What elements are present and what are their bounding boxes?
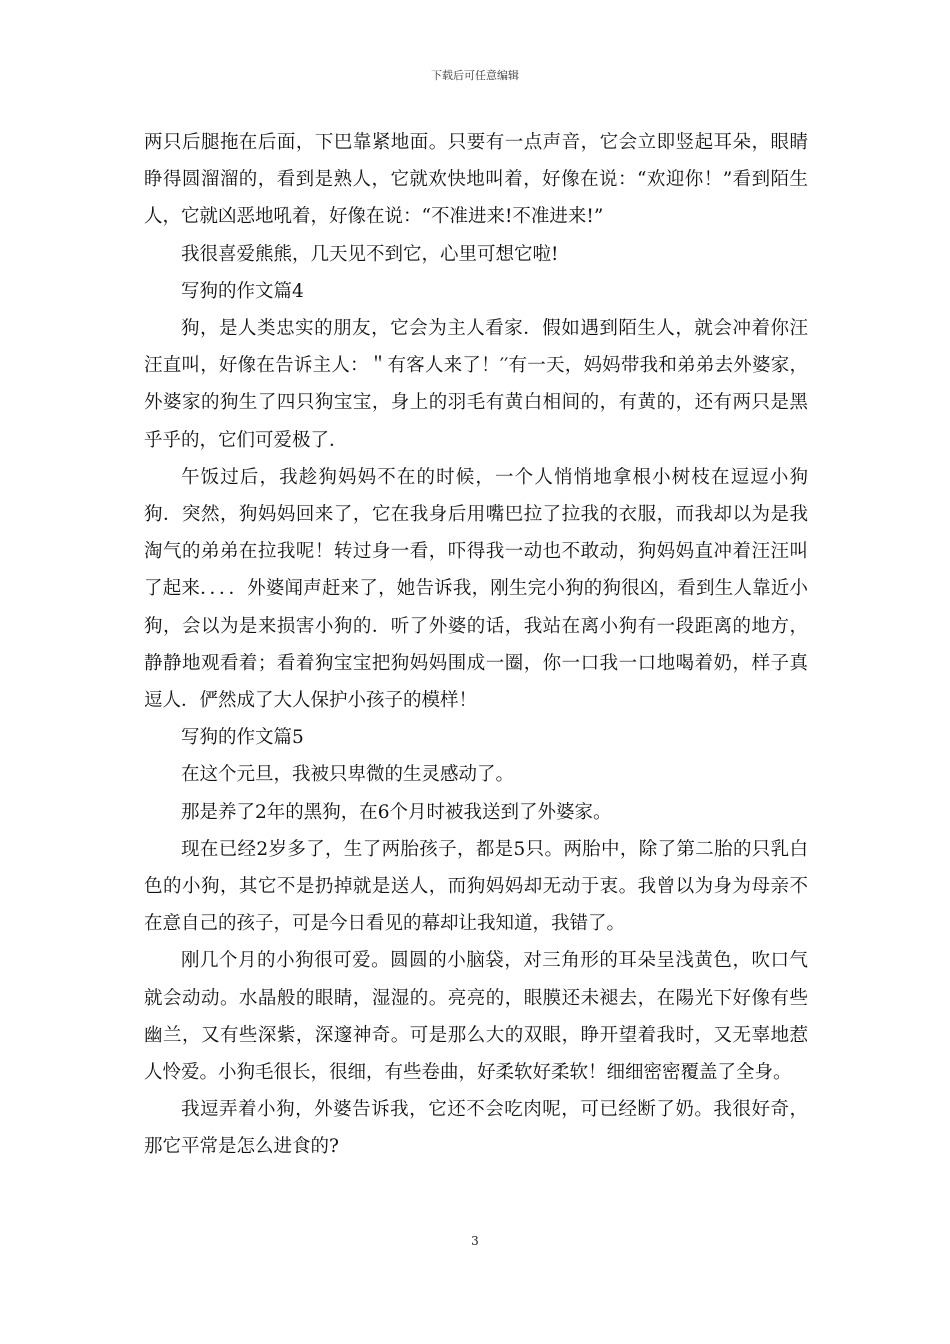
- paragraph: 狗，是人类忠实的朋友，它会为主人看家．假如遇到陌生人，就会冲着你汪汪直叫，好像在告诉主人：＂有客人来了！′′有一天，妈妈带我和弟弟去外婆家，外婆家的狗生了四只狗宝宝，身上的羽毛有黄白相间的，有黄的，还有两只是黑乎乎的，它们可爱极了．: [144, 318, 808, 451]
- page-header: 下载后可任意编辑: [431, 69, 519, 82]
- paragraph: 午饭过后，我趁狗妈妈不在的时候，一个人悄悄地拿根小树枝在逗逗小狗狗．突然，狗妈妈回来了，它在我身后用嘴巴拉了拉我的衣服，而我却以为是我淘气的弟弟在拉我呢！转过身一看，吓得我一动也不敢动，狗妈妈直冲着汪汪叫了起来．．．．外婆闻声赶来了，她告诉我，刚生完小狗的狗很凶，看到生人靠近小狗，会以为是来损害小狗的．听了外婆的话，我站在离小狗有一段距离的地方，静静地观看着；看着狗宝宝把狗妈妈围成一圈，你一口我一口地喝着奶，样子真逗人．俨然成了大人保护小孩子的模样！: [144, 466, 808, 712]
- paragraph-first-continued: 两只后腿拖在后面，下巴靠紧地面。只要有一点声音，它会立即竖起耳朵，眼睛睁得圆溜溜的，看到是熟人，它就欢快地叫着，好像在说：“欢迎你！”看到陌生人，它就凶恶地吼着，好像在说：“不准进来!不准进来!”: [144, 132, 808, 228]
- paragraph: 我很喜爱熊熊，几天见不到它，心里可想它啦!: [181, 243, 559, 265]
- paragraph: 在这个元旦，我被只卑微的生灵感动了。: [181, 764, 515, 786]
- page-number: 3: [471, 1234, 479, 1248]
- section-heading: 写狗的作文篇4: [181, 280, 304, 302]
- paragraph: 那是养了2年的黑狗，在6个月时被我送到了外婆家。: [181, 801, 612, 823]
- document-body: [144, 124, 808, 1166]
- section-heading: 写狗的作文篇5: [181, 727, 304, 749]
- paragraph: 现在已经2岁多了，生了两胎孩子，都是5只。两胎中，除了第二胎的只乳白色的小狗，其它不是扔掉就是送人，而狗妈妈却无动于衷。我曾以为身为母亲不在意自己的孩子，可是今日看见的幕却让我知道，我错了。: [144, 838, 808, 935]
- paragraph: 刚几个月的小狗很可爱。圆圆的小脑袋，对三角形的耳朵呈浅黄色，吹口气就会动动。水晶般的眼睛，湿湿的。亮亮的，眼膜还未褪去，在陽光下好像有些幽兰，又有些深紫，深邃神奇。可是那么大的双眼，睁开望着我时，又无辜地惹人怜爱。小狗毛很长，很细，有些卷曲，好柔软好柔软！细细密密覆盖了全身。: [144, 950, 808, 1084]
- paragraph: 我逗弄着小狗，外婆告诉我，它还不会吃肉呢，可已经断了奶。我很好奇，那它平常是怎么进食的?: [144, 1099, 808, 1158]
